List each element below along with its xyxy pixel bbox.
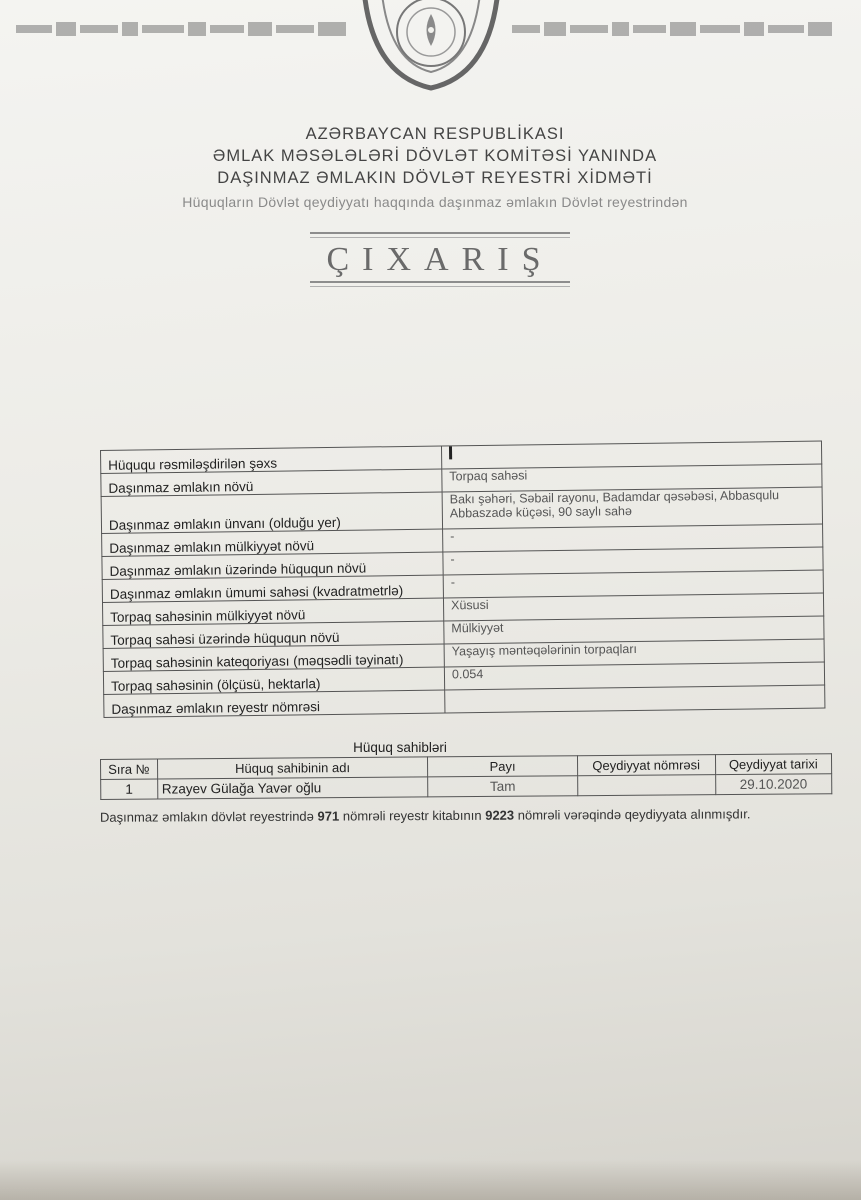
holder-name: Rzayev Gülağa Yavər oğlu [157,777,428,799]
row-label: Torpaq sahəsinin mülkiyyət növü [102,598,443,625]
property-info-table [100,441,825,718]
note-prefix: Daşınmaz əmlakın dövlət reyestrində [99,808,314,825]
header-line-3: DAŞINMAZ ƏMLAKIN DÖVLƏT REYESTRİ XİDMƏTİ [217,169,653,187]
row-value: Xüsusi [443,593,823,621]
row-value: Yaşayış məntəqələrinin torpaqları [444,639,824,667]
row-value: 0.054 [444,662,824,690]
row-label: Torpaq sahəsi üzərində hüququn növü [103,621,444,648]
col-header-reg-date: Qeydiyyat tarixi [715,754,832,775]
document-subtitle: Hüquqların Dövlət qeydiyyatı haqqında daşınmaz əmlakın Dövlət reyestrindən [182,194,688,210]
row-label: Torpaq sahəsinin kateqoriyası (məqsədli təyinatı) [103,644,444,671]
row-label: Daşınmaz əmlakın mülkiyyət növü [102,529,443,556]
row-value: - [443,570,823,598]
row-label: Hüququ rəsmiləşdirilən şəxs [101,446,442,473]
row-label: Daşınmaz əmlakın ümumi sahəsi (kvadratmetrlə) [102,575,443,602]
state-emblem-icon [352,0,510,110]
note-middle: nömrəli reyestr kitabının [342,807,482,824]
col-header-share: Payı [428,756,577,777]
row-value: Mülkiyyət [444,616,824,644]
row-label: Torpaq sahəsinin (ölçüsü, hektarla) [103,667,444,694]
row-label: Daşınmaz əmlakın növü [101,469,442,496]
row-value-address: Bakı şəhəri, Səbail rayonu, Badamdar qəsəbəsi, Abbasqulu Abbaszadə küçəsi, 90 saylı sahə [442,487,822,529]
col-header-reg-number: Qeydiyyat nömrəsi [577,755,715,776]
row-label: Daşınmaz əmlakın üzərində hüququn növü [102,552,443,579]
document-title: ÇIXARIŞ [326,241,554,278]
ornament-band-right [512,14,832,44]
document-title-block [310,228,570,290]
holder-reg-number [577,775,715,796]
row-value: - [443,524,823,552]
note-suffix: nömrəli vərəqində qeydiyyata alınmışdır. [517,806,751,823]
right-holders-table [100,753,832,800]
holder-reg-date: 29.10.2020 [715,774,832,795]
row-value [445,685,825,713]
row-value: Torpaq sahəsi [442,464,822,492]
row-label: Daşınmaz əmlakın ünvanı (olduğu yer) [101,492,442,533]
header-line-1: AZƏRBAYCAN RESPUBLİKASI [305,125,565,143]
header-line-2: ƏMLAK MƏSƏLƏLƏRİ DÖVLƏT KOMİTƏSİ YANINDA [212,147,658,165]
col-header-number: Sıra № [101,759,158,779]
holder-share: Tam [428,776,577,797]
registry-note [100,804,780,827]
page-number: 9223 [485,807,515,823]
holders-section-title: Hüquq sahibləri [353,740,447,755]
ornament-band-left [16,14,346,44]
row-value: - [443,547,823,575]
book-number: 971 [317,808,340,824]
row-label: Daşınmaz əmlakın reyestr nömrəsi [104,690,445,717]
holder-number: 1 [101,779,158,799]
col-header-name: Hüquq sahibinin adı [157,757,428,779]
